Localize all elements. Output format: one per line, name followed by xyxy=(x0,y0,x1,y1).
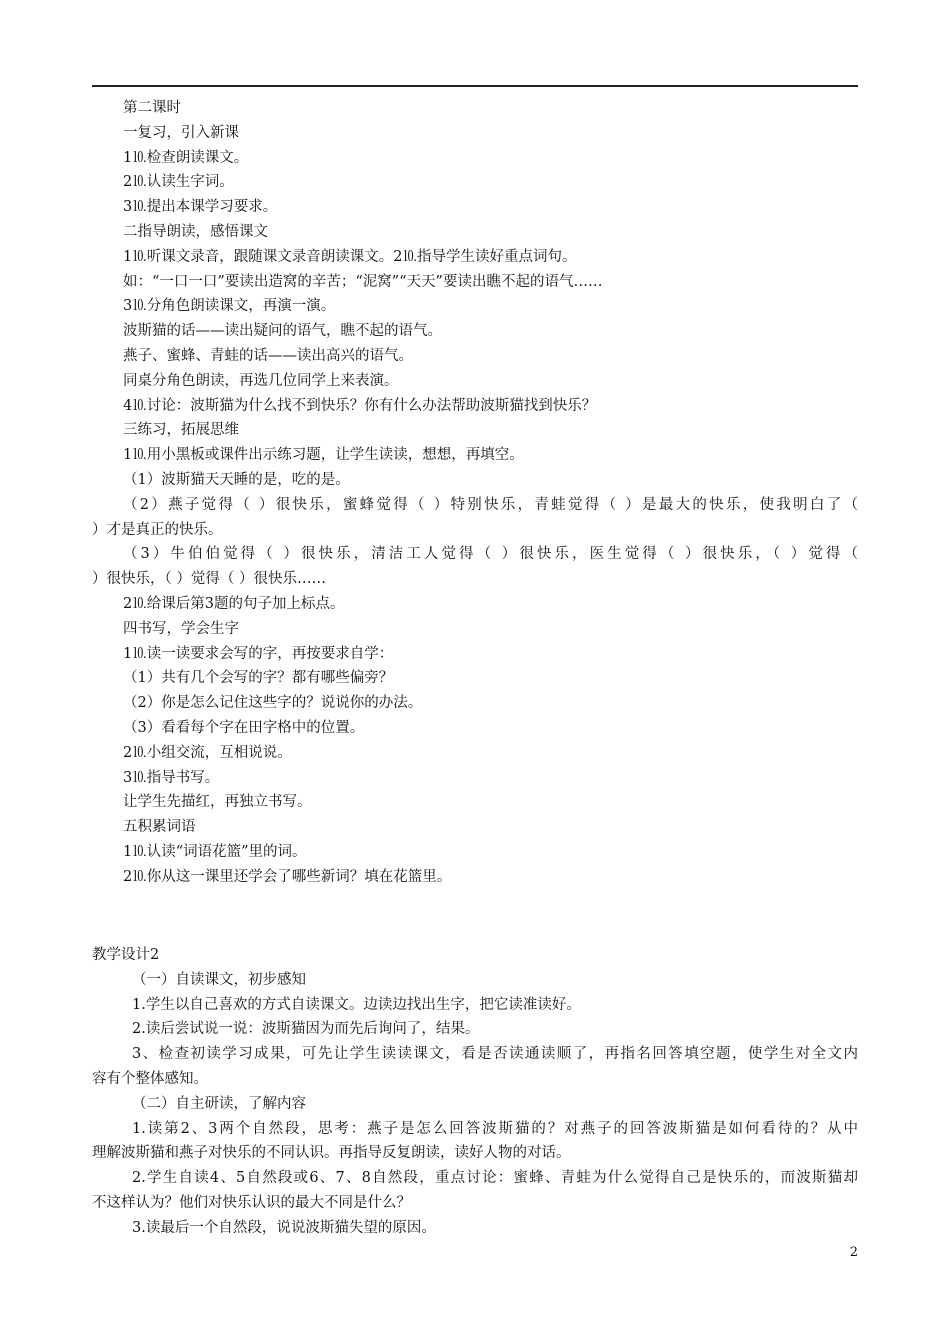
text-line: 如：“一口一口”要读出造窝的辛苦；“泥窝”“天天”要读出瞧不起的语气…… xyxy=(123,273,603,290)
header-rule xyxy=(92,85,858,87)
exercise-3-line-2: ）很快乐，（ ）觉得（ ）很快乐…… xyxy=(92,571,326,588)
text-line: 理解波斯猫和燕子对快乐的不同认识。再指导反复朗读，读好人物的对话。 xyxy=(92,1145,571,1162)
text-line: 一复习，引入新课 xyxy=(123,124,239,141)
part-2-heading: （二）自主研读，了解内容 xyxy=(132,1095,306,1112)
lesson-plan-section-1 xyxy=(92,96,858,890)
exercise-2-line-1: （2）燕子觉得（ ）很快乐，蜜蜂觉得（ ）特别快乐，青蛙觉得（ ）是最大的快乐，使我明白了（ xyxy=(123,496,858,513)
text-line: （1）共有几个会写的字？都有哪些偏旁？ xyxy=(123,670,394,687)
text-line: 2.读后尝试说一说：波斯猫因为而先后询问了，结果。 xyxy=(132,1021,480,1038)
text-line: 1.学生以自己喜欢的方式自读课文。边读边找出生字，把它读准读好。 xyxy=(132,996,581,1013)
text-line: 2⒑认读生字词。 xyxy=(123,174,234,191)
text-line: 1⒑用小黑板或课件出示练习题，让学生读读，想想，再填空。 xyxy=(123,447,524,464)
text-line: 1⒑听课文录音，跟随课文录音朗读课文。2⒑指导学生读好重点词句。 xyxy=(123,248,577,265)
text-line: 2.学生自读4、5自然段或6、7、8自然段，重点讨论：蜜蜂、青蛙为什么觉得自己是快乐的，而波斯猫却 xyxy=(132,1170,858,1187)
text-line: 1⒑检查朗读课文。 xyxy=(123,149,249,166)
text-line: 不这样认为？他们对快乐认识的最大不同是什么？ xyxy=(92,1194,411,1211)
text-line: 1⒑认读“词语花篮”里的词。 xyxy=(123,843,307,860)
text-line: 1⒑读一读要求会写的字，再按要求自学： xyxy=(123,645,394,662)
text-line: 容有个整体感知。 xyxy=(92,1070,208,1087)
text-line: 2⒑给课后第3题的句子加上标点。 xyxy=(123,595,345,612)
text-line: （1）波斯猫天天睡的是，吃的是。 xyxy=(123,471,350,488)
text-line: 三练习，拓展思维 xyxy=(123,422,239,439)
part-1-heading: （一）自读课文，初步感知 xyxy=(132,971,306,988)
text-line: 2⒑小组交流，互相说说。 xyxy=(123,744,292,761)
text-line: 1.读第2、3两个自然段，思考：燕子是怎么回答波斯猫的？对燕子的回答波斯猫是如何看待的？从中 xyxy=(132,1120,858,1137)
text-line: 燕子、蜜蜂、青蛙的话——读出高兴的语气。 xyxy=(123,347,413,364)
text-line: （2）你是怎么记住这些字的？说说你的办法。 xyxy=(123,695,423,712)
text-line: 五积累词语 xyxy=(123,819,196,836)
text-line: 四书写，学会生字 xyxy=(123,620,239,637)
text-line: 4⒑讨论：波斯猫为什么找不到快乐？你有什么办法帮助波斯猫找到快乐？ xyxy=(123,397,597,414)
section-title: 教学设计2 xyxy=(92,947,160,963)
lesson-plan-section-2 xyxy=(92,943,858,1241)
text-line: 波斯猫的话——读出疑问的语气，瞧不起的语气。 xyxy=(123,323,442,340)
exercise-2-line-2: ）才是真正的快乐。 xyxy=(92,521,223,538)
text-line: 让学生先描红，再独立书写。 xyxy=(123,794,312,811)
text-line: 3⒑提出本课学习要求。 xyxy=(123,199,278,216)
exercise-3-line-1: （3）牛伯伯觉得（ ）很快乐，清洁工人觉得（ ）很快乐，医生觉得（ ）很快乐，（ ）觉得（ xyxy=(123,546,858,563)
text-line: 二指导朗读，感悟课文 xyxy=(123,223,268,240)
text-line: 2⒑你从这一课里还学会了哪些新词？填在花篮里。 xyxy=(123,868,452,885)
text-line: 3⒑分角色朗读课文，再演一演。 xyxy=(123,298,336,315)
text-line: 3、检查初读学习成果，可先让学生读读课文，看是否读通读顺了，再指名回答填空题，使学生对全文内 xyxy=(132,1046,858,1063)
text-line: 3⒑指导书写。 xyxy=(123,769,220,786)
text-line: 第二课时 xyxy=(123,100,181,116)
page-number: 2 xyxy=(849,1245,858,1260)
text-line: （3）看看每个字在田字格中的位置。 xyxy=(123,719,365,736)
text-line: 3.读最后一个自然段，说说波斯猫失望的原因。 xyxy=(132,1219,436,1236)
text-line: 同桌分角色朗读，再选几位同学上来表演。 xyxy=(123,372,399,389)
